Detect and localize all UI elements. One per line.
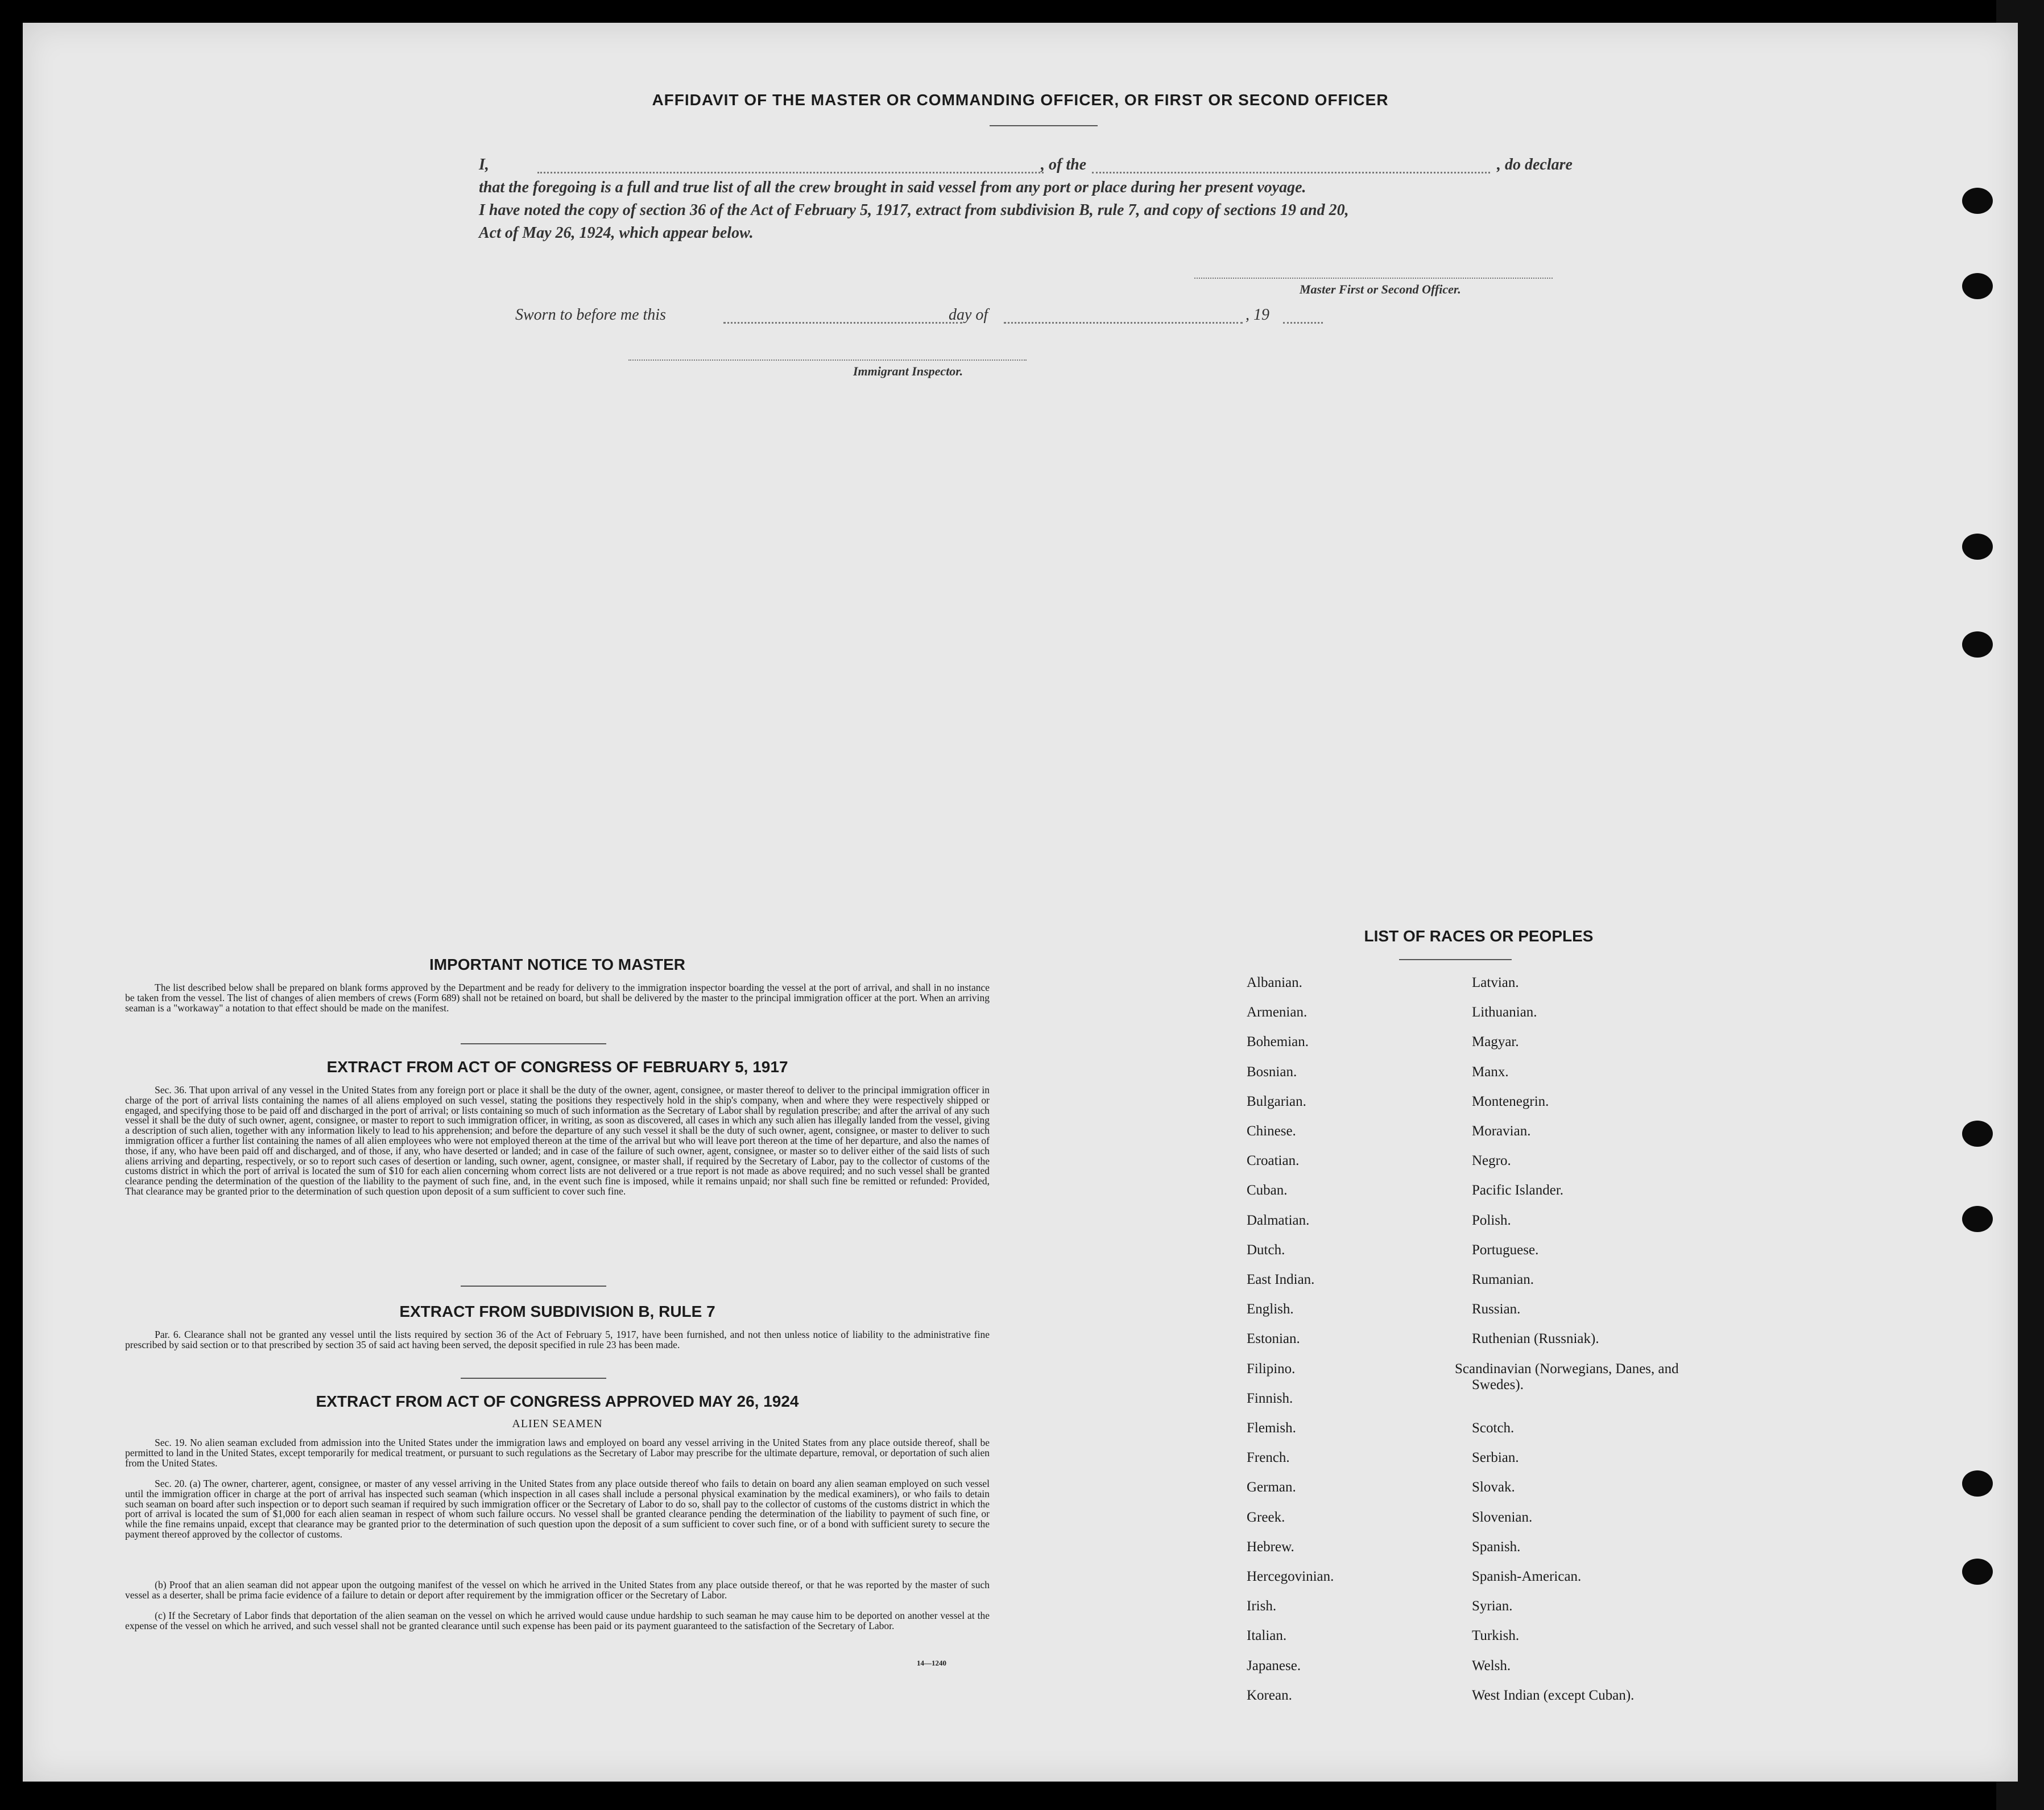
race-item: Filipino. [1247, 1361, 1296, 1377]
extract-1917-text: Sec. 36. That upon arrival of any vessel in the United States from any foreign port or place it shall be the duty of the owner, agent, consignee, or master thereof to deliver to the principal immigration officer in charge of the port of arrival lists containing the names of all aliens employed on such vessel, stating the positions they respectively hold in the ship's company, when and where they were respectively shipped or engaged, and specifying those to be paid off and discharged in the port of arrival; or lists containing so much of such information as the Secretary of Labor shall by regulation prescribe; and after the arrival of any such vessel it shall be the duty of such owner, agent, consignee, or master to report to such immigration officer, in writing, as soon as discovered, all cases in which any such alien has illegally landed from the vessel, giving a description of such alien, together with any information likely to lead to his apprehension; and before the departure of any such vessel it shall be the duty of such owner, agent, consignee, or master to deliver to such immigration officer a further list containing the names of all alien employees who were not employed thereon at the time of the arrival but who will leave port thereon at the time of her departure, and also the names of those, if any, who have been paid off and discharged, and of those, if any, who have deserted or landed; and in case of the failure of such owner, agent, consignee, or master so to deliver either of the said lists of such aliens arriving and departing, respectively, or so to report such cases of desertion or landing, such owner, agent, consignee, or master shall, if required by the Secretary of Labor, pay to the collector of customs of the customs district in which the port of arrival is located the sum of $10 for each alien concerning whom correct lists are not delivered or a true report is not made as above required; and no such vessel shall be granted clearance pending the determination of the question of the liability to the payment of such fine, and, in the event such fine is imposed, while it remains unpaid; nor shall such fine be remitted or refunded: Provided, That clearance may be granted prior to the determination of such question upon deposit of a sum sufficient to cover such fine. [125, 1084, 990, 1197]
race-item: Hebrew. [1247, 1539, 1294, 1555]
race-item: Syrian. [1472, 1598, 1513, 1614]
race-item: Irish. [1247, 1598, 1277, 1614]
race-item: Bohemian. [1247, 1034, 1309, 1050]
race-item: Welsh. [1472, 1658, 1511, 1673]
race-item: Bosnian. [1247, 1064, 1297, 1080]
inspector-label: Immigrant Inspector. [853, 364, 963, 378]
race-item: Croatian. [1247, 1153, 1300, 1169]
master-signature-line[interactable] [1194, 278, 1553, 279]
extract-1924-title: EXTRACT FROM ACT OF CONGRESS APPROVED MAY 26, 1924 [316, 1392, 799, 1410]
section-divider [461, 1043, 606, 1044]
race-item: Cuban. [1247, 1183, 1288, 1199]
punch-hole-icon [1962, 1559, 1993, 1585]
declaration-line-2: that the foregoing is a full and true list of all the crew brought in said vessel from any port or place during her present voyage. [479, 179, 1306, 196]
punch-hole-icon [1962, 1470, 1993, 1497]
race-item: Turkish. [1472, 1628, 1520, 1644]
race-item: Scandinavian (Norwegians, Danes, and Swedes). [1455, 1361, 1679, 1392]
race-item: Moravian. [1472, 1123, 1531, 1139]
race-item: Ruthenian (Russniak). [1472, 1331, 1599, 1347]
punch-hole-icon [1962, 631, 1993, 658]
declaration-line-4: Act of May 26, 1924, which appear below. [479, 224, 754, 242]
race-item: Japanese. [1247, 1658, 1301, 1673]
section-divider [461, 1286, 606, 1287]
form-number: 14—1240 [917, 1659, 946, 1667]
race-item: Scotch. [1472, 1420, 1515, 1436]
race-item: Latvian. [1472, 975, 1519, 990]
races-title: LIST OF RACES OR PEOPLES [1364, 927, 1594, 945]
section-divider [461, 1378, 606, 1379]
race-item: Polish. [1472, 1212, 1511, 1228]
master-signature-label: Master First or Second Officer. [1300, 282, 1461, 296]
affidavit-title: AFFIDAVIT OF THE MASTER OR COMMANDING OFFICER, OR FIRST OR SECOND OFFICER [652, 91, 1389, 109]
race-item: Armenian. [1247, 1005, 1308, 1020]
race-item: Serbian. [1472, 1450, 1519, 1466]
declarant-label: I, [479, 156, 489, 173]
sworn-year-blank[interactable] [1283, 322, 1323, 324]
notice-text: The list described below shall be prepared on blank forms approved by the Department and be ready for delivery to the immigration inspector boarding the vessel at the port of arrival, and shall in no instance be taken from the vessel. The list of changes of alien members of crews (Form 689) shall not be retained on board, but shall be delivered by the master to the principal immigration officer at the port. When an arriving seaman is a "workaway" a notation to that effect should be made on the manifest. [125, 982, 990, 1014]
race-item: Slovak. [1472, 1480, 1515, 1495]
race-item: Portuguese. [1472, 1242, 1539, 1258]
race-item: Finnish. [1247, 1390, 1293, 1406]
race-item: Montenegrin. [1472, 1093, 1549, 1109]
race-item: Hercegovinian. [1247, 1569, 1334, 1584]
race-item: Magyar. [1472, 1034, 1519, 1050]
sec20a-text: Sec. 20. (a) The owner, charterer, agent, consignee, or master of any vessel arriving in the United States from any place outside thereof who fails to detain on board any alien seaman employed on such vessel until the immigration officer in charge at the port of arrival has inspected such seaman (which inspection in all cases shall include a personal physical examination by the medical examiners), or who fails to detain such seaman on board after such inspection or to deport such seaman if required by such immigration officer or the Secretary of Labor to do so, shall pay to the collector of customs of the customs district in which the port of arrival is located the sum of $1,000 for each alien seaman in respect of whom such failure occurs. No vessel shall be granted clearance pending the determination of the liability to payment of such fine, or while the fine remains unpaid, except that clearance may be granted prior to the determination of such question upon the deposit of a sum sufficient to cover such fine, or of a bond with sufficient surety to secure the payment thereof approved by the collector of customs. [125, 1478, 990, 1540]
alien-seamen-subtitle: ALIEN SEAMEN [512, 1418, 603, 1430]
race-item: Dutch. [1247, 1242, 1285, 1258]
race-item: Estonian. [1247, 1331, 1300, 1347]
race-item: Rumanian. [1472, 1272, 1534, 1287]
punch-hole-icon [1962, 1206, 1993, 1232]
day-of-label: day of [949, 306, 988, 324]
race-item: Dalmatian. [1247, 1212, 1310, 1228]
rule7-text: Par. 6. Clearance shall not be granted any vessel until the lists required by section 36 of the Act of February 5, 1917, have been furnished, and not then unless notice of liability to the administrative fine prescribed by said section or to that prescribed by section 35 of said act having been served, the deposit specified in rule 23 has been made. [125, 1329, 990, 1350]
race-item: Albanian. [1247, 975, 1302, 990]
notice-title: IMPORTANT NOTICE TO MASTER [429, 956, 686, 973]
declaration-line-3: I have noted the copy of section 36 of the Act of February 5, 1917, extract from subdivision B, rule 7, and copy of sections 19 and 20, [479, 201, 1349, 219]
race-item: West Indian (except Cuban). [1472, 1687, 1635, 1703]
punch-hole-icon [1962, 273, 1993, 299]
race-item: Flemish. [1247, 1420, 1296, 1436]
punch-hole-icon [1962, 534, 1993, 560]
year-label: , 19 [1246, 306, 1269, 324]
race-item: Spanish. [1472, 1539, 1521, 1555]
punch-hole-icon [1962, 1121, 1993, 1147]
sworn-month-blank[interactable] [1004, 322, 1243, 324]
rule7-title: EXTRACT FROM SUBDIVISION B, RULE 7 [399, 1303, 715, 1320]
vessel-name-blank[interactable] [1092, 172, 1490, 173]
race-item: German. [1247, 1480, 1296, 1495]
races-divider [1399, 959, 1512, 960]
punch-hole-icon [1962, 188, 1993, 214]
race-item: Greek. [1247, 1509, 1285, 1525]
form-sheet [23, 23, 2018, 1782]
declarant-name-blank[interactable] [537, 172, 1044, 173]
do-declare-label: , do declare [1497, 156, 1573, 173]
race-item: Negro. [1472, 1153, 1511, 1169]
sec20c-text: (c) If the Secretary of Labor finds that deportation of the alien seaman on the vessel on which he arrived would cause undue hardship to such seaman he may cause him to be deported on another vessel at the expense of the vessel on which he arrived, and such vessel shall not be granted clearance until such expense has been paid or its payment guaranteed to the satisfaction of the Secretary of Labor. [125, 1610, 990, 1631]
race-item: Korean. [1247, 1687, 1292, 1703]
race-item: East Indian. [1247, 1272, 1315, 1287]
race-item: Italian. [1247, 1628, 1287, 1644]
race-item: Russian. [1472, 1301, 1521, 1317]
race-item: Chinese. [1247, 1123, 1296, 1139]
race-item: Bulgarian. [1247, 1093, 1306, 1109]
sworn-day-blank[interactable] [723, 322, 962, 324]
sworn-label: Sworn to before me this [515, 306, 666, 324]
race-item: Manx. [1472, 1064, 1509, 1080]
race-item: English. [1247, 1301, 1294, 1317]
race-item: Spanish-American. [1472, 1569, 1582, 1584]
sec19-text: Sec. 19. No alien seaman excluded from admission into the United States under the immigration laws and employed on board any vessel arriving in the United States from any place outside thereof, shall be permitted to land in the United States, except temporarily for medical treatment, or pursuant to such regulations as the Secretary of Labor may prescribe for the ultimate departure, removal, or deportation of such alien from the United States. [125, 1437, 990, 1469]
extract-1917-title: EXTRACT FROM ACT OF CONGRESS OF FEBRUARY 5, 1917 [326, 1058, 788, 1076]
title-divider [990, 125, 1098, 126]
sec20b-text: (b) Proof that an alien seaman did not appear upon the outgoing manifest of the vessel on which he arrived in the United States from any place outside thereof, or that he was reported by the master of such vessel as a deserter, shall be prima facie evidence of a failure to detain or deport after requirement by the immigration officer or the Secretary of Labor. [125, 1579, 990, 1601]
of-the-label: , of the [1041, 156, 1087, 173]
inspector-signature-line[interactable] [628, 359, 1027, 361]
race-item: Lithuanian. [1472, 1005, 1537, 1020]
race-item: French. [1247, 1450, 1290, 1466]
race-item: Slovenian. [1472, 1509, 1533, 1525]
race-item: Pacific Islander. [1472, 1183, 1564, 1199]
